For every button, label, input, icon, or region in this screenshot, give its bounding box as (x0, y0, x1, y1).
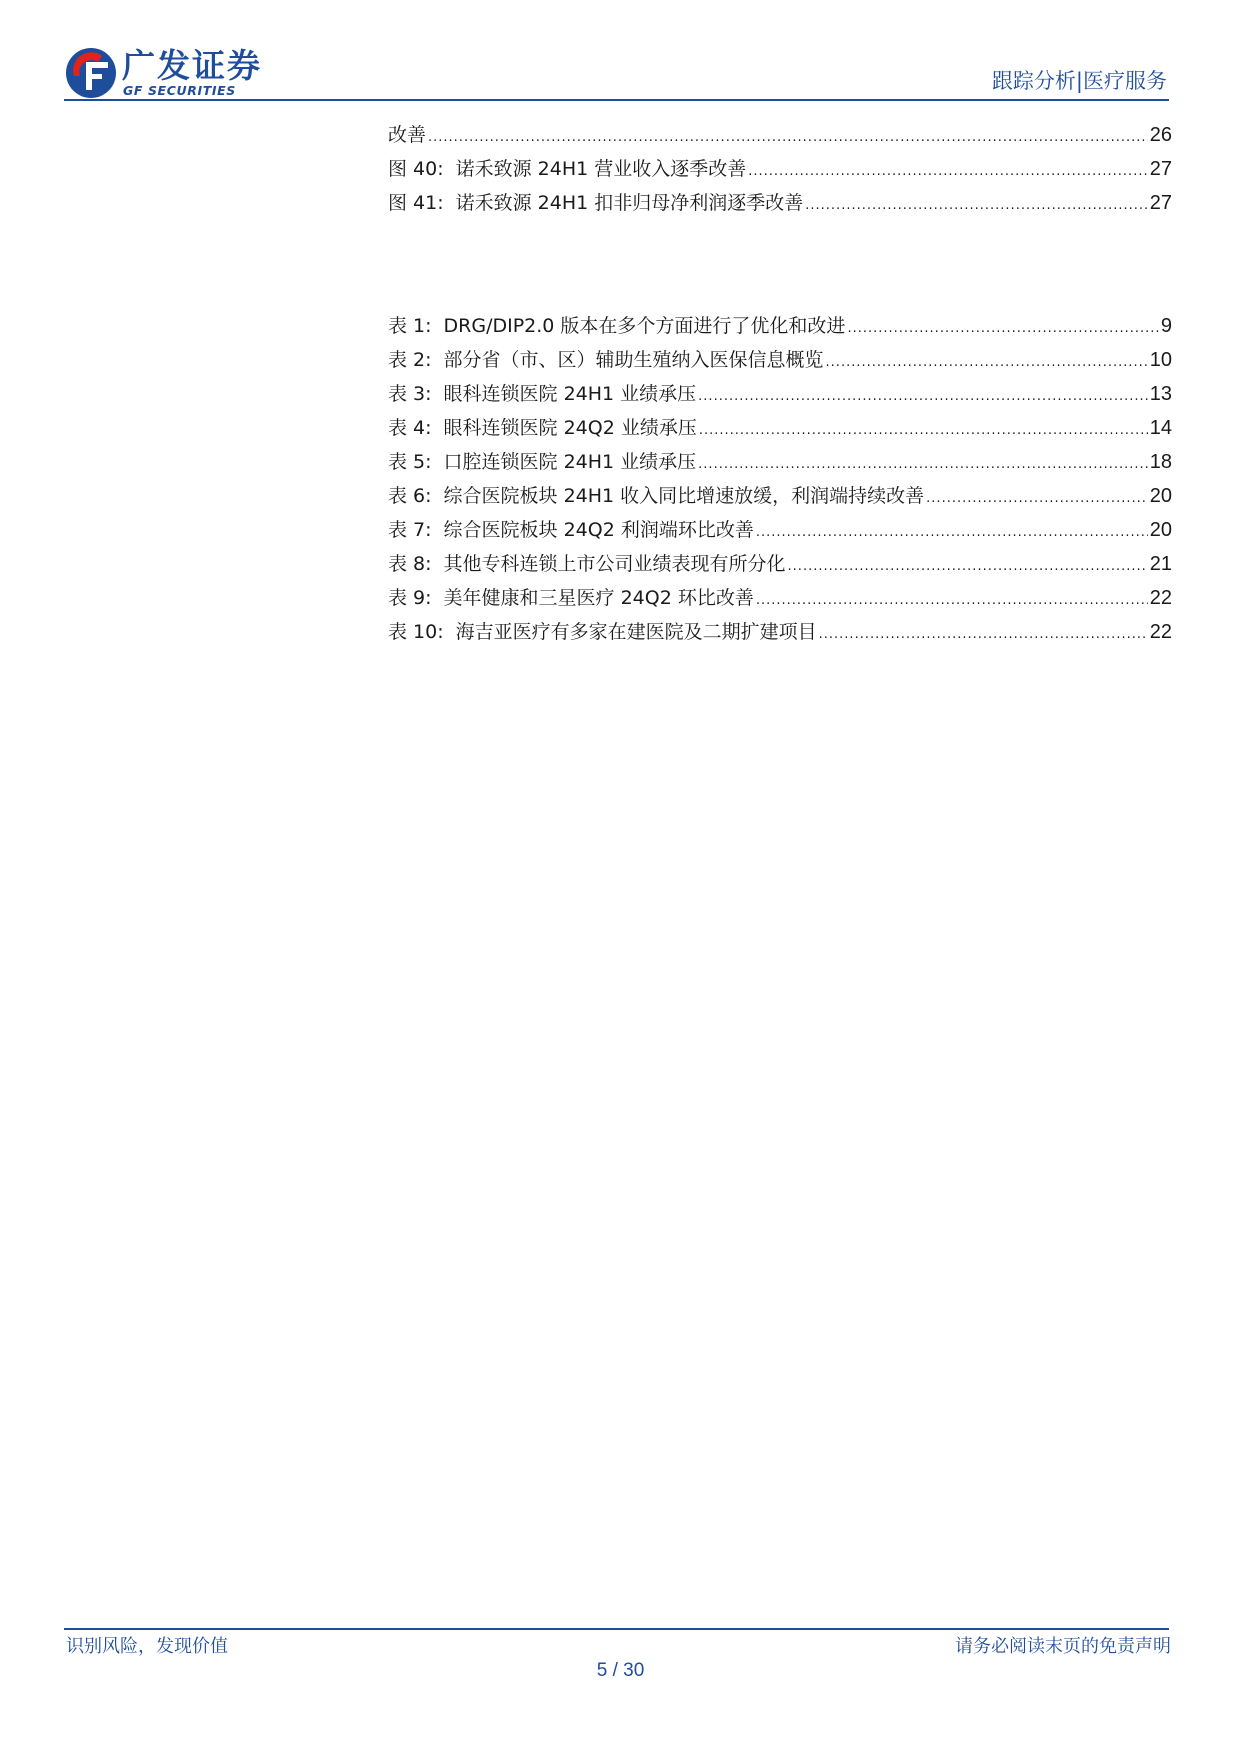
toc-entry[interactable] (388, 445, 1172, 479)
toc-entry-page: 21 (1149, 553, 1172, 575)
toc-tables-list (388, 309, 1172, 649)
toc-dot-leader (748, 155, 1147, 189)
toc-entry-title: 诺禾致源 24H1 扣非归母净利润逐季改善 (455, 192, 804, 214)
toc-entry[interactable] (388, 186, 1172, 220)
footer-divider (64, 1628, 1169, 1630)
toc-dot-leader (826, 346, 1148, 380)
toc-entry-title: 其他专科连锁上市公司业绩表现有所分化 (443, 553, 786, 575)
toc-dot-leader (847, 312, 1158, 346)
toc-entry[interactable] (388, 152, 1172, 186)
toc-entry-label (388, 411, 697, 445)
toc-entry-label (388, 309, 845, 343)
page-current: 5 (596, 1660, 608, 1681)
toc-entry-page: 22 (1149, 621, 1172, 643)
toc-entry-number: 表 8: (388, 553, 432, 575)
toc-entry-label (388, 343, 824, 377)
toc-entry-page: 26 (1149, 124, 1172, 146)
toc-entry-page: 20 (1149, 519, 1172, 541)
page-number (0, 1657, 1241, 1685)
toc-dot-leader (926, 482, 1148, 516)
toc-entry-label (388, 152, 746, 186)
toc-entry-page: 27 (1149, 158, 1172, 180)
toc-entry-label (388, 581, 754, 615)
gf-securities-logo-icon (64, 46, 118, 100)
toc-entry-page: 20 (1149, 485, 1172, 507)
toc-entry-number: 图 40: (388, 158, 444, 180)
page-total: 30 (623, 1660, 645, 1681)
toc-entry[interactable] (388, 411, 1172, 445)
toc-entry-label (388, 377, 696, 411)
toc-dot-leader (698, 448, 1148, 482)
toc-entry-title: 综合医院板块 24H1 收入同比增速放缓，利润端持续改善 (443, 485, 925, 507)
toc-entry-number: 表 7: (388, 519, 432, 541)
toc-entry[interactable] (388, 118, 1172, 152)
toc-entry-title: 眼科连锁医院 24Q2 业绩承压 (443, 417, 697, 439)
toc-entry-title: DRG/DIP2.0 版本在多个方面进行了优化和改进 (443, 315, 846, 337)
toc-entry-label (388, 513, 754, 547)
toc-dot-leader (788, 550, 1148, 584)
toc-entry[interactable] (388, 377, 1172, 411)
toc-entry-title: 改善 (388, 124, 427, 146)
toc-entry-title: 美年健康和三星医疗 24Q2 环比改善 (443, 587, 754, 609)
toc-entry-page: 10 (1149, 349, 1172, 371)
toc-entry[interactable] (388, 615, 1172, 649)
toc-dot-leader (756, 516, 1148, 550)
footer-slogan: 识别风险，发现价值 (66, 1636, 228, 1657)
toc-entry-number: 表 9: (388, 587, 432, 609)
toc-entry-number: 表 6: (388, 485, 432, 507)
toc-entry-label (388, 479, 924, 513)
toc-entry-title: 综合医院板块 24Q2 利润端环比改善 (443, 519, 754, 541)
toc-entry-title: 诺禾致源 24H1 营业收入逐季改善 (455, 158, 747, 180)
footer-disclaimer-note: 请务必阅读末页的免责声明 (955, 1636, 1171, 1657)
toc-entry-page: 9 (1160, 315, 1172, 337)
toc-entry-page: 27 (1149, 192, 1172, 214)
toc-entry-number: 图 41: (388, 192, 444, 214)
toc-entry[interactable] (388, 513, 1172, 547)
toc-entry-page: 14 (1149, 417, 1172, 439)
toc-figures-list (388, 118, 1172, 220)
toc-entry[interactable] (388, 479, 1172, 513)
toc-entry-label (388, 118, 426, 152)
toc-dot-leader (756, 584, 1148, 618)
toc-dot-leader (805, 189, 1147, 223)
toc-entry-label (388, 615, 817, 649)
header-divider (64, 99, 1169, 101)
logo-english-name: GF SECURITIES (123, 83, 236, 98)
toc-entry[interactable] (388, 309, 1172, 343)
toc-entry-number: 表 2: (388, 349, 432, 371)
toc-entry-title: 眼科连锁医院 24H1 业绩承压 (443, 383, 697, 405)
toc-entry-title: 海吉亚医疗有多家在建医院及二期扩建项目 (455, 621, 817, 643)
toc-entry-page: 22 (1149, 587, 1172, 609)
toc-entry[interactable] (388, 581, 1172, 615)
toc-entry-number: 表 4: (388, 417, 432, 439)
logo-chinese-name: 广发证券 (122, 46, 262, 85)
toc-entry-title: 口腔连锁医院 24H1 业绩承压 (443, 451, 697, 473)
page-separator: / (612, 1660, 624, 1681)
toc-entry-number: 表 3: (388, 383, 432, 405)
toc-entry-label (388, 445, 696, 479)
brand-logo (64, 46, 284, 102)
toc-entry-number: 表 10: (388, 621, 444, 643)
toc-entry-number: 表 1: (388, 315, 432, 337)
toc-dot-leader (698, 380, 1148, 414)
toc-entry-page: 13 (1149, 383, 1172, 405)
toc-entry-title: 部分省（市、区）辅助生殖纳入医保信息概览 (443, 349, 824, 371)
toc-entry[interactable] (388, 547, 1172, 581)
toc-dot-leader (428, 121, 1148, 155)
report-category: 跟踪分析|医疗服务 (991, 69, 1167, 93)
toc-dot-leader (699, 414, 1148, 448)
toc-entry-label (388, 186, 803, 220)
toc-entry-page: 18 (1149, 451, 1172, 473)
page-header (0, 0, 1241, 104)
toc-entry[interactable] (388, 343, 1172, 377)
toc-entry-number: 表 5: (388, 451, 432, 473)
toc-dot-leader (819, 618, 1148, 652)
toc-entry-label (388, 547, 786, 581)
